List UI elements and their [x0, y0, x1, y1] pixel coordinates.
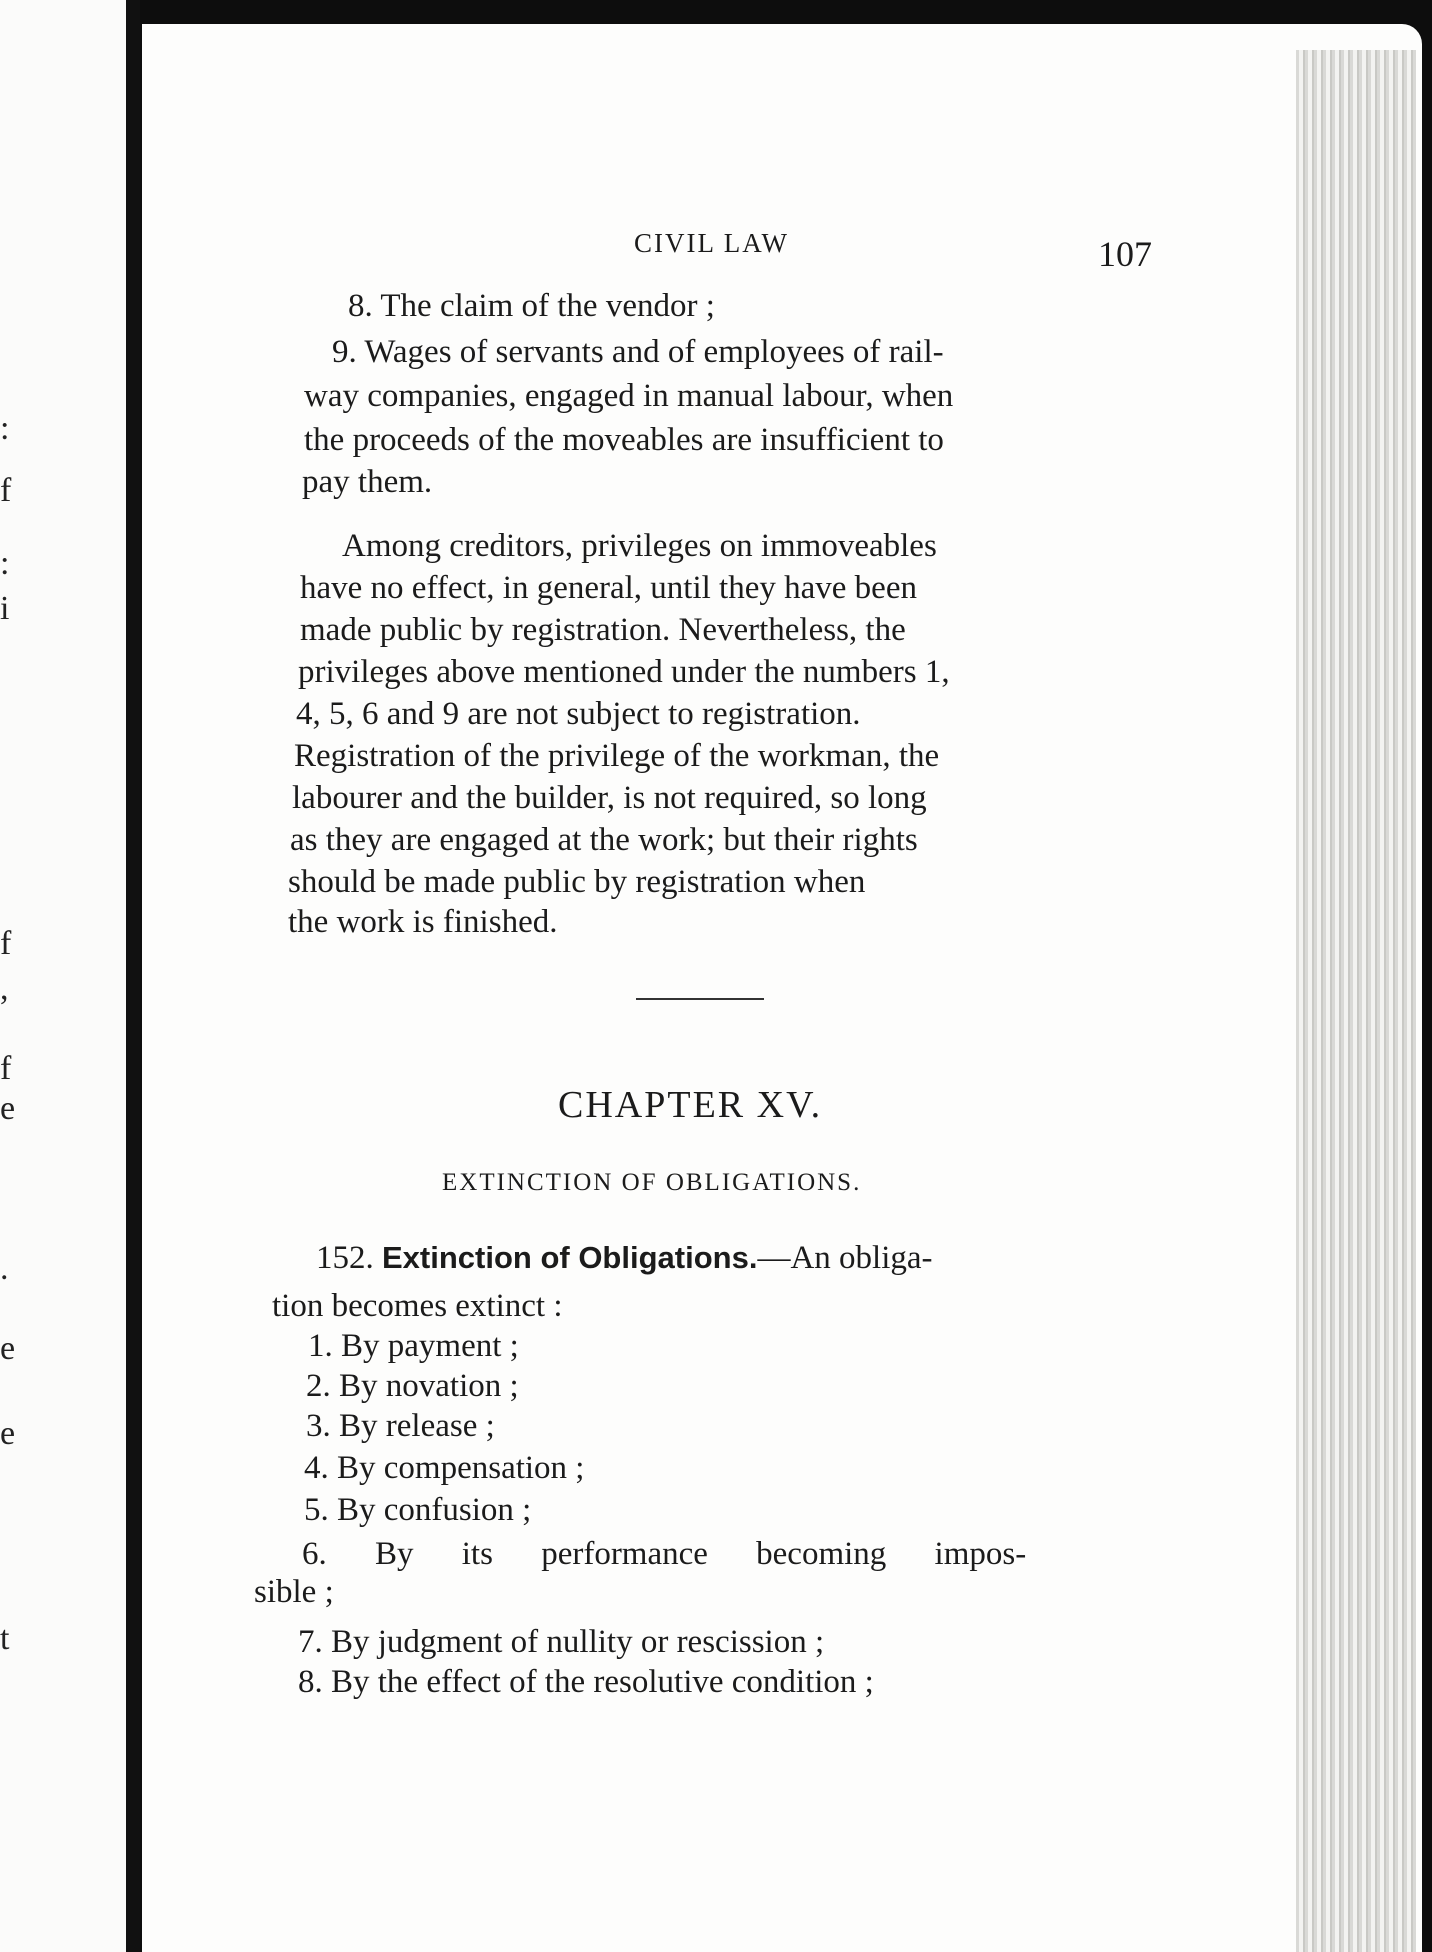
- text-line: 8. The claim of the vendor ;: [348, 288, 715, 324]
- list-item: sible ;: [254, 1574, 334, 1610]
- list-item: 2. By novation ;: [306, 1368, 519, 1404]
- margin-fragment: f: [0, 1050, 12, 1087]
- section-number: 152.: [316, 1240, 374, 1276]
- text-line: labourer and the builder, is not required, so long: [292, 780, 927, 816]
- text-line: Registration of the privilege of the workman, the: [294, 738, 940, 774]
- margin-fragment: f: [0, 472, 12, 509]
- margin-fragment: e: [0, 1090, 16, 1127]
- text-line: the proceeds of the moveables are insufficient to: [304, 422, 944, 458]
- page-number: 107: [1098, 234, 1152, 274]
- margin-fragment: t: [0, 1620, 10, 1657]
- list-item: 6. By its performance becoming impos-: [302, 1536, 1027, 1572]
- running-head: CIVIL LAW: [634, 228, 790, 258]
- list-item: 1. By payment ;: [308, 1328, 519, 1364]
- margin-fragment: e: [0, 1415, 16, 1452]
- margin-fragment: f: [0, 925, 12, 962]
- chapter-subtitle: EXTINCTION OF OBLIGATIONS.: [442, 1169, 862, 1196]
- section-intro: [316, 1242, 933, 1275]
- text-line: the work is finished.: [288, 904, 558, 940]
- text-line: tion becomes extinct :: [272, 1288, 563, 1324]
- page-edges: [1296, 50, 1416, 1952]
- facing-page: [0, 0, 130, 1952]
- margin-fragment: :: [0, 410, 10, 447]
- list-item: 7. By judgment of nullity or rescission ;: [298, 1624, 825, 1660]
- section-intro-text: —An obliga-: [757, 1240, 933, 1276]
- text-line: should be made public by registration when: [288, 864, 866, 900]
- margin-fragment: :: [0, 545, 10, 582]
- text-line: way companies, engaged in manual labour, when: [304, 378, 954, 414]
- text-line: made public by registration. Nevertheless, the: [300, 612, 906, 648]
- text-line: have no effect, in general, until they have been: [300, 570, 917, 606]
- list-item: 5. By confusion ;: [304, 1492, 532, 1528]
- text-line: 4, 5, 6 and 9 are not subject to registration.: [296, 696, 861, 732]
- margin-fragment: ,: [0, 970, 9, 1007]
- list-item: 8. By the effect of the resolutive condition ;: [298, 1664, 874, 1700]
- text-line: privileges above mentioned under the numbers 1,: [298, 654, 950, 690]
- chapter-title: CHAPTER XV.: [558, 1084, 823, 1126]
- book-page: [142, 24, 1422, 1952]
- section-heading: Extinction of Obligations.: [382, 1240, 758, 1275]
- text-line: as they are engaged at the work; but their rights: [290, 822, 918, 858]
- margin-fragment: .: [0, 1250, 9, 1287]
- list-item: 4. By compensation ;: [304, 1450, 585, 1486]
- text-line: 9. Wages of servants and of employees of rail-: [332, 334, 944, 370]
- book-gutter: [126, 0, 140, 1952]
- text-line: Among creditors, privileges on immoveables: [342, 528, 937, 564]
- text-line: pay them.: [302, 464, 433, 500]
- margin-fragment: i: [0, 590, 10, 627]
- margin-fragment: e: [0, 1330, 16, 1367]
- list-item: 3. By release ;: [306, 1408, 495, 1444]
- section-rule: [636, 998, 764, 1000]
